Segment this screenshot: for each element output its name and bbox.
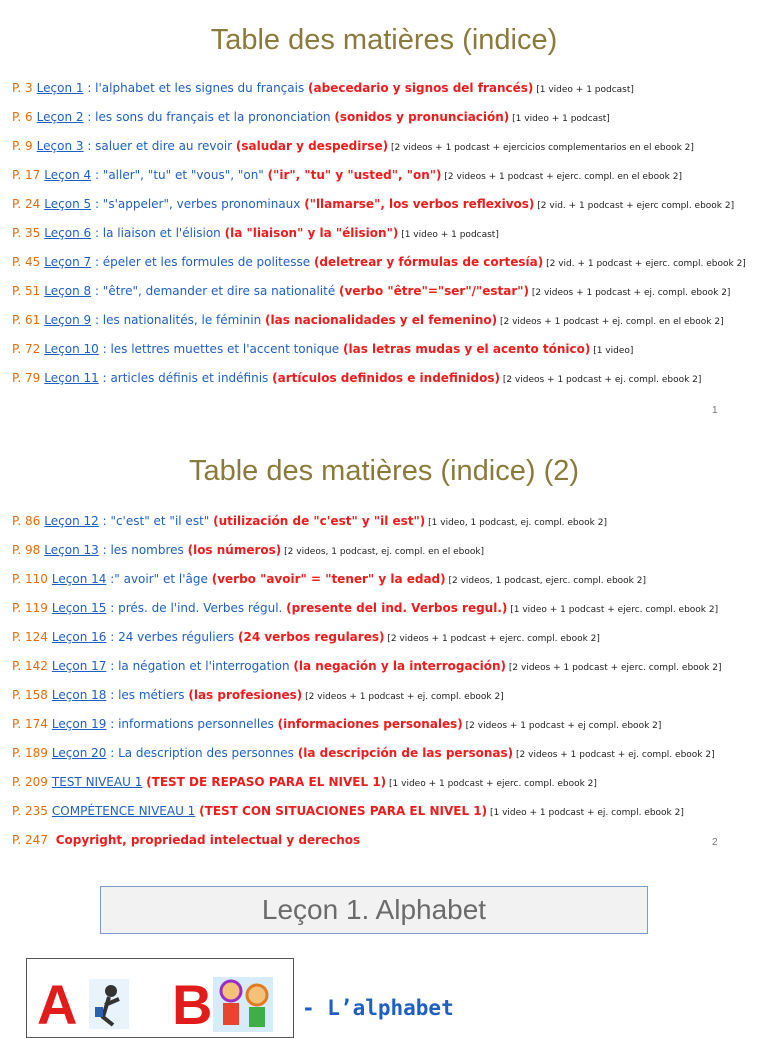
french-description: : l'alphabet et les signes du français	[83, 81, 309, 95]
french-description: : saluer et dire au revoir	[83, 139, 236, 153]
toc-row	[12, 513, 607, 531]
toc-row	[12, 600, 718, 618]
toc-row	[12, 283, 730, 301]
french-description: : les sons du français et la prononciation	[83, 110, 335, 124]
toc-row	[12, 167, 682, 185]
spanish-description: (las profesiones)	[188, 688, 303, 702]
page-ref: P. 235	[12, 804, 48, 818]
page-ref: P. 35	[12, 226, 41, 240]
page-ref: P. 124	[12, 630, 48, 644]
resources-note: [2 videos + 1 podcast + ej. compl. en el ebook 2]	[497, 317, 724, 327]
toc-row	[12, 774, 597, 792]
toc-row	[12, 254, 746, 272]
page-ref: P. 86	[12, 514, 41, 528]
page-ref: P. 247	[12, 833, 48, 847]
toc-row	[12, 716, 661, 734]
page-ref: P. 158	[12, 688, 48, 702]
spanish-description: Copyright, propriedad intelectual y derechos	[55, 833, 361, 847]
spanish-description: (abecedario y signos del francés)	[308, 81, 534, 95]
lesson-link[interactable]: Leçon 10	[44, 342, 99, 356]
toc-row	[12, 341, 633, 359]
lesson-link[interactable]: Leçon 20	[51, 746, 107, 760]
toc-row	[12, 225, 499, 243]
page-ref: P. 6	[12, 110, 33, 124]
spanish-description: (la negación y la interrogación)	[293, 659, 507, 673]
french-description: : "aller", "tu" et "vous", "on"	[91, 168, 268, 182]
toc-row	[12, 658, 721, 676]
spanish-description: (utilización de "c'est" y "il est")	[213, 514, 426, 528]
lesson-link[interactable]: Leçon 6	[44, 226, 92, 240]
lesson-link[interactable]: Leçon 16	[51, 630, 107, 644]
resources-note: [2 videos + 1 podcast + ej. compl. ebook 2]	[529, 288, 731, 298]
lesson-link[interactable]: Leçon 4	[44, 168, 92, 182]
spanish-description: (deletrear y fórmulas de cortesía)	[313, 255, 544, 269]
page-ref: P. 24	[12, 197, 41, 211]
resources-note: [1 video + 1 podcast + ej. compl. ebook 2]	[487, 808, 684, 818]
spanish-description: (verbo "être"="ser"/"estar")	[339, 284, 529, 298]
page-ref: P. 61	[12, 313, 41, 327]
toc-row	[12, 629, 600, 647]
resources-note: [2 vid. + 1 podcast + ejerc. compl. ebook 2]	[543, 259, 746, 269]
lesson-link[interactable]: Leçon 12	[44, 514, 99, 528]
resources-note: [2 videos, 1 podcast, ej. compl. en el ebook]	[281, 547, 485, 557]
toc-row	[12, 80, 634, 98]
lesson-title-box: Leçon 1. Alphabet	[100, 886, 648, 934]
page-ref: P. 17	[12, 168, 41, 182]
lesson-link[interactable]: TEST NIVEAU 1	[51, 775, 143, 789]
spanish-description: ("ir", "tu" y "usted", "on")	[267, 168, 442, 182]
resources-note: [1 video]	[590, 346, 634, 356]
french-description: : les lettres muettes et l'accent tonique	[98, 342, 344, 356]
spanish-description: (informaciones personales)	[277, 717, 463, 731]
lesson-link[interactable]: Leçon 8	[44, 284, 92, 298]
page-ref: P. 189	[12, 746, 48, 760]
toc-row	[12, 832, 360, 850]
resources-note: [1 video + 1 podcast + ejerc. compl. ebook 2]	[386, 779, 597, 789]
french-description: : informations personnelles	[106, 717, 278, 731]
resources-note: [1 video + 1 podcast]	[509, 114, 610, 124]
resources-note: [1 video + 1 podcast]	[533, 85, 634, 95]
spanish-description: (TEST CON SITUACIONES PARA EL NIVEL 1)	[199, 804, 488, 818]
toc-row	[12, 109, 610, 127]
toc-title-1: Table des matières (indice)	[210, 24, 558, 56]
lesson-link[interactable]: Leçon 14	[51, 572, 107, 586]
page-ref: P. 209	[12, 775, 48, 789]
french-description: : les nationalités, le féminin	[91, 313, 266, 327]
french-description: : la liaison et l'élision	[91, 226, 225, 240]
lesson-link[interactable]: Leçon 3	[36, 139, 84, 153]
french-description: :" avoir" et l'âge	[106, 572, 212, 586]
page-ref: P. 79	[12, 371, 41, 385]
spanish-description: (24 verbos regulares)	[237, 630, 385, 644]
toc-row	[12, 571, 646, 589]
page-ref: P. 110	[12, 572, 48, 586]
page-ref: P. 72	[12, 342, 41, 356]
letter-b: B	[172, 973, 213, 1036]
toc-row	[12, 370, 701, 388]
lesson-link[interactable]: Leçon 15	[51, 601, 107, 615]
alphabet-image	[26, 958, 294, 1038]
lesson-link[interactable]: Leçon 18	[51, 688, 107, 702]
resources-note: [2 vid. + 1 podcast + ejerc compl. ebook 2]	[534, 201, 735, 211]
letter-a: A	[37, 973, 78, 1036]
french-description: : "s'appeler", verbes pronominaux	[91, 197, 305, 211]
resources-note: [2 videos + 1 podcast + ejercicios complementarios en el ebook 2]	[388, 143, 694, 153]
toc-title-2: Table des matières (indice) (2)	[188, 455, 580, 487]
lesson-link[interactable]: Leçon 2	[36, 110, 84, 124]
lesson-link[interactable]: COMPÉTENCE NIVEAU 1	[51, 804, 196, 818]
alphabet-heading: - L’alphabet	[302, 996, 454, 1020]
page-number-1: 1	[712, 405, 718, 416]
french-description: : La description des personnes	[106, 746, 298, 760]
spanish-description: (los números)	[187, 543, 282, 557]
spanish-description: ("llamarse", los verbos reflexivos)	[304, 197, 535, 211]
resources-note: [2 videos + 1 podcast + ejerc. compl. en el ebook 2]	[441, 172, 682, 182]
page-ref: P. 45	[12, 255, 41, 269]
page-ref: P. 9	[12, 139, 33, 153]
resources-note: [2 videos + 1 podcast + ej compl. ebook 2]	[462, 721, 662, 731]
lesson-link[interactable]: Leçon 13	[44, 543, 99, 557]
lesson-link[interactable]: Leçon 1	[36, 81, 84, 95]
resources-note: [1 video, 1 podcast, ej. compl. ebook 2]	[425, 518, 607, 528]
spanish-description: (TEST DE REPASO PARA EL NIVEL 1)	[146, 775, 387, 789]
spanish-description: (las nacionalidades y el femenino)	[265, 313, 498, 327]
french-description: : "être", demander et dire sa nationalité	[91, 284, 340, 298]
toc-row	[12, 542, 484, 560]
resources-note: [2 videos + 1 podcast + ej. compl. ebook 2]	[513, 750, 715, 760]
spanish-description: (la "liaison" y la "élision")	[224, 226, 399, 240]
spanish-description: (las letras mudas y el acento tónico)	[343, 342, 591, 356]
toc-row	[12, 312, 724, 330]
page-ref: P. 142	[12, 659, 48, 673]
resources-note: [1 video + 1 podcast]	[398, 230, 499, 240]
lesson-link[interactable]: Leçon 17	[51, 659, 107, 673]
figure-illustration-1	[89, 979, 129, 1029]
toc-row	[12, 687, 504, 705]
page-ref: P. 51	[12, 284, 41, 298]
lesson-link[interactable]: Leçon 9	[44, 313, 92, 327]
french-description: : "c'est" et "il est"	[98, 514, 214, 528]
french-description: : la négation et l'interrogation	[106, 659, 294, 673]
toc-row	[12, 745, 715, 763]
resources-note: [2 videos, 1 podcast, ejerc. compl. ebook 2]	[445, 576, 646, 586]
page-number-2: 2	[712, 837, 718, 848]
spanish-description: (artículos definidos e indefinidos)	[272, 371, 500, 385]
resources-note: [1 video + 1 podcast + ejerc. compl. ebook 2]	[507, 605, 719, 615]
lesson-link[interactable]: Leçon 5	[44, 197, 92, 211]
lesson-link[interactable]: Leçon 19	[51, 717, 107, 731]
page-ref: P. 3	[12, 81, 33, 95]
french-description: : 24 verbes réguliers	[106, 630, 238, 644]
page-ref: P. 119	[12, 601, 48, 615]
french-description: : prés. de l'ind. Verbes régul.	[106, 601, 287, 615]
page-ref: P. 174	[12, 717, 48, 731]
page-ref: P. 98	[12, 543, 41, 557]
spanish-description: (la descripción de las personas)	[297, 746, 514, 760]
french-description: : les nombres	[98, 543, 188, 557]
toc-row	[12, 803, 684, 821]
toc-row	[12, 138, 694, 156]
lesson-link[interactable]: Leçon 11	[44, 371, 99, 385]
spanish-description: (sonidos y pronunciación)	[334, 110, 510, 124]
lesson-link[interactable]: Leçon 7	[44, 255, 92, 269]
resources-note: [2 videos + 1 podcast + ejerc. compl. ebook 2]	[384, 634, 600, 644]
spanish-description: (verbo "avoir" = "tener" y la edad)	[211, 572, 446, 586]
spanish-description: (saludar y despedirse)	[235, 139, 389, 153]
spanish-description: (presente del ind. Verbos regul.)	[286, 601, 508, 615]
french-description: : articles définis et indéfinis	[98, 371, 273, 385]
toc-row	[12, 196, 734, 214]
resources-note: [2 videos + 1 podcast + ej. compl. ebook 2]	[499, 375, 702, 385]
resources-note: [2 videos + 1 podcast + ej. compl. ebook 2]	[302, 692, 504, 702]
resources-note: [2 videos + 1 podcast + ejerc. compl. ebook 2]	[506, 663, 722, 673]
french-description: : les métiers	[106, 688, 189, 702]
french-description: : épeler et les formules de politesse	[91, 255, 314, 269]
